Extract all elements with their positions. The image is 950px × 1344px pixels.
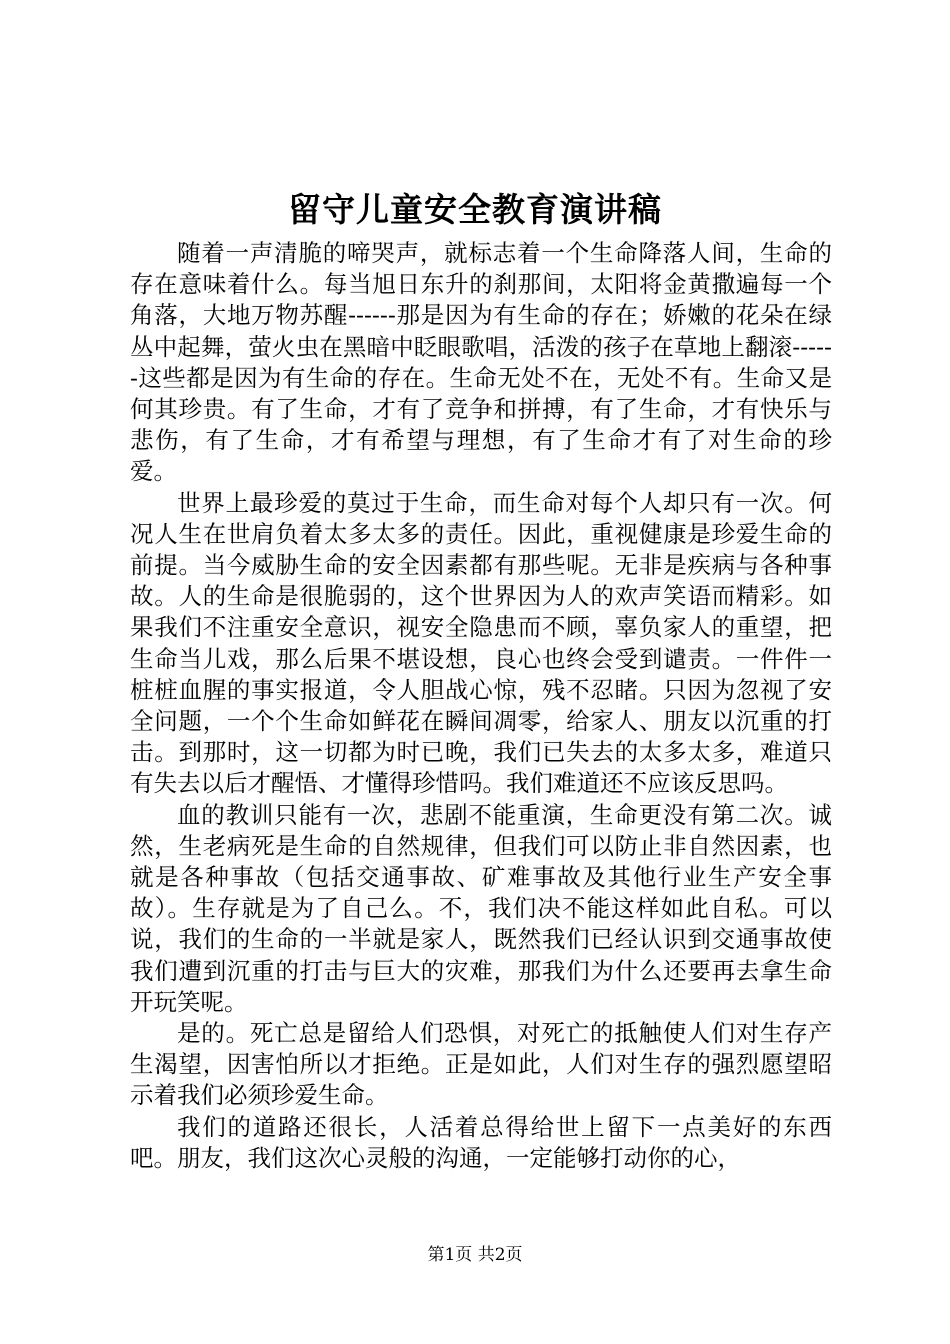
paragraph: 随着一声清脆的啼哭声，就标志着一个生命降落人间，生命的存在意味着什么。每当旭日东升的刹那间，太阳将金黄撒遍每一个角落，大地万物苏醒------那是因为有生命的存在；娇嫩的花朵在绿丛中起舞，萤火虫在黑暗中眨眼歌唱，活泼的孩子在草地上翻滚------这些都是因为有生命的存在。生命无处不在，无处不有。生命又是何其珍贵。有了生命，才有了竞争和拼搏，有了生命，才有快乐与悲伤，有了生命，才有希望与理想，有了生命才有了对生命的珍爱。 (130, 239, 832, 486)
document-body (130, 238, 832, 1174)
paragraph: 是的。死亡总是留给人们恐惧，对死亡的抵触使人们对生存产生渴望，因害怕所以才拒绝。正是如此，人们对生存的强烈愿望昭示着我们必须珍爱生命。 (130, 1019, 832, 1110)
document-title: 留守儿童安全教育演讲稿 (288, 190, 662, 229)
page-footer: 第1页 共2页 (427, 1245, 523, 1265)
paragraph: 我们的道路还很长，人活着总得给世上留下一点美好的东西吧。朋友，我们这次心灵般的沟通，一定能够打动你的心， (130, 1112, 832, 1172)
paragraph: 血的教训只能有一次，悲剧不能重演，生命更没有第二次。诚然，生老病死是生命的自然规律，但我们可以防止非自然因素，也就是各种事故（包括交通事故、矿难事故及其他行业生产安全事故）。生存就是为了自己么。不，我们决不能这样如此自私。可以说，我们的生命的一半就是家人，既然我们已经认识到交通事故使我们遭到沉重的打击与巨大的灾难，那我们为什么还要再去拿生命开玩笑呢。 (130, 800, 832, 1016)
paragraph: 世界上最珍爱的莫过于生命，而生命对每个人却只有一次。何况人生在世肩负着太多太多的责任。因此，重视健康是珍爱生命的前提。当今威胁生命的安全因素都有那些呢。无非是疾病与各种事故。人的生命是很脆弱的，这个世界因为人的欢声笑语而精彩。如果我们不注重安全意识，视安全隐患而不顾，辜负家人的重望，把生命当儿戏，那么后果不堪设想，良心也终会受到谴责。一件件一桩桩血腥的事实报道，令人胆战心惊，残不忍睹。只因为忽视了安全问题，一个个生命如鲜花在瞬间凋零，给家人、朋友以沉重的打击。到那时，这一切都为时已晚，我们已失去的太多太多，难道只有失去以后才醒悟、才懂得珍惜吗。我们难道还不应该反思吗。 (130, 488, 832, 798)
